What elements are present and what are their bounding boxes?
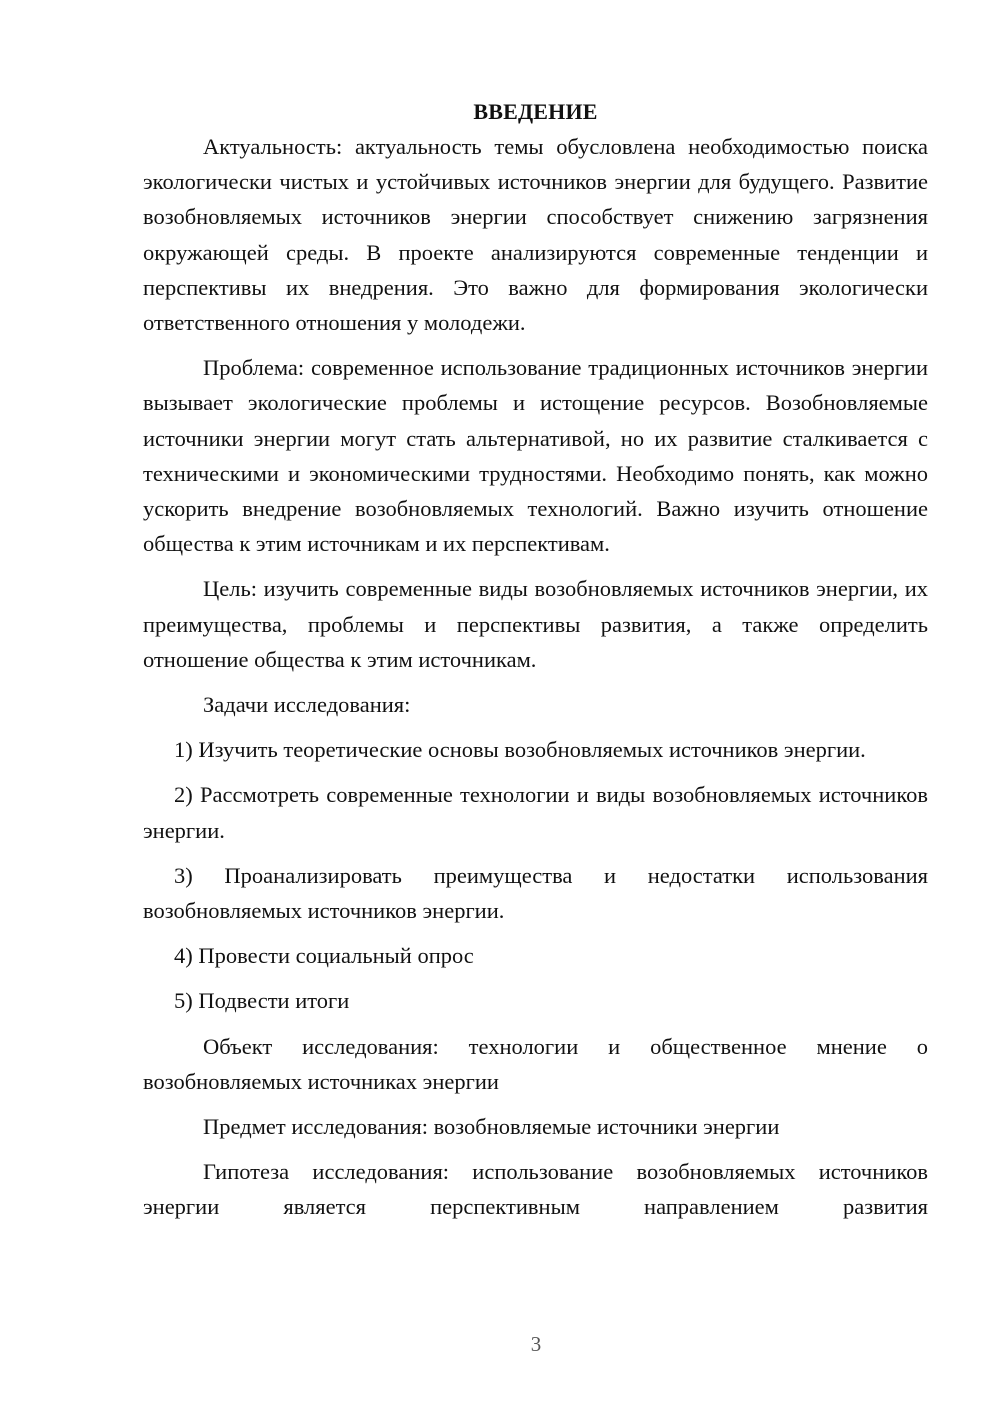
section-title: ВВЕДЕНИЕ [473,99,598,124]
tasks-heading: Задачи исследования: [203,692,411,718]
paragraph-problem: Проблема: современное использование традиционных источников энергии вызывает экологические проблемы и истощение ресурсов. Возобновляемые источники энергии могут стать альтернативой, но их развитие сталкивается с техническими и экономическими трудностями. Необходимо понять, как можно ускорить внедрение возобновляемых технологий. Важно изучить отношение общества к этим источникам и их перспективам. [143,355,928,557]
task-item-4: 4) Провести социальный опрос [174,943,474,969]
task-item-3: 3) Проанализировать преимущества и недостатки использования возобновляемых источников энергии. [143,862,928,924]
paragraph-subject: Предмет исследования: возобновляемые источники энергии [203,1114,780,1140]
task-item-5: 5) Подвести итоги [174,988,350,1014]
paragraph-object: Объект исследования: технологии и общественное мнение о возобновляемых источниках энергии [143,1033,928,1094]
paragraph-hypothesis: Гипотеза исследования: использование возобновляемых источников энергии является перспективным направлением развития [143,1159,928,1220]
page-content [143,94,928,1225]
page-number: 3 [530,1332,542,1356]
task-item-1: 1) Изучить теоретические основы возобновляемых источников энергии. [174,737,866,763]
paragraph-goal: Цель: изучить современные виды возобновляемых источников энергии, их преимущества, проблемы и перспективы развития, а также определить отношение общества к этим источникам. [143,576,928,672]
task-item-2: 2) Рассмотреть современные технологии и виды возобновляемых источников энергии. [143,782,928,843]
paragraph-relevance: Актуальность: актуальность темы обусловлена необходимостью поиска экологически чистых и устойчивых источников энергии для будущего. Развитие возобновляемых источников энергии способствует снижению загрязнения окружающей среды. В проекте анализируются современные тенденции и перспективы их внедрения. Это важно для формирования экологически ответственного отношения у молодежи. [143,134,928,336]
